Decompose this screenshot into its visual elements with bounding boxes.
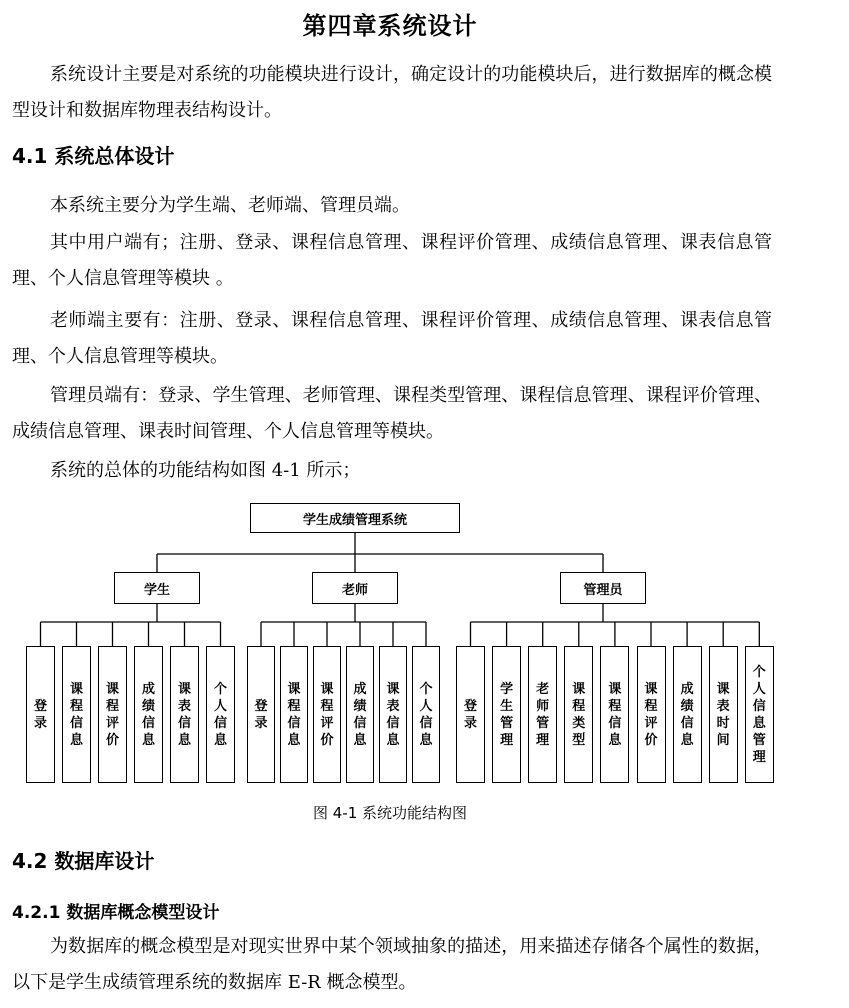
diagram-leaf-2-6: 成绩信息 [673,646,702,783]
diagram-leaf-1-5: 个人信息 [412,646,440,783]
diagram-leaf-1-3: 成绩信息 [346,646,374,783]
diagram-leaf-0-2: 课程评价 [98,646,127,783]
diagram-group-1: 老师 [312,572,398,604]
section-4-2-paragraph-1: 为数据库的概念模型是对现实世界中某个领域抽象的描述，用来描述存储各个属性的数据，以下是学生成绩管理系统的数据库 E-R 概念模型。 [12,936,772,993]
diagram-group-2: 管理员 [560,572,646,604]
diagram-leaf-2-2: 老师管理 [528,646,557,783]
section-4-1-heading: 4.1 系统总体设计 [12,144,175,168]
diagram-group-0: 学生 [114,572,200,604]
diagram-leaf-1-2: 课程评价 [313,646,341,783]
diagram-leaf-1-4: 课表信息 [379,646,407,783]
diagram-leaf-0-4: 课表信息 [170,646,199,783]
chapter-title: 第四章系统设计 [302,12,478,40]
section-4-2-heading: 4.2 数据库设计 [12,849,155,873]
diagram-leaf-0-3: 成绩信息 [134,646,163,783]
diagram-leaf-2-8: 个人信息管理 [745,646,774,783]
section-4-1-paragraph-1: 本系统主要分为学生端、老师端、管理员端。 [50,195,410,216]
diagram-leaf-2-0: 登录 [456,646,485,783]
diagram-leaf-0-1: 课程信息 [62,646,91,783]
diagram-leaf-2-3: 课程类型 [564,646,593,783]
diagram-leaf-0-0: 登录 [26,646,55,783]
diagram-leaf-1-1: 课程信息 [280,646,308,783]
section-4-1-paragraph-2: 其中用户端有；注册、登录、课程信息管理、课程评价管理、成绩信息管理、课表信息管理、个人信息管理等模块 。 [12,232,772,289]
diagram-leaf-0-5: 个人信息 [206,646,235,783]
figure-caption: 图 4-1 系统功能结构图 [312,804,468,822]
function-structure-diagram [0,495,849,795]
diagram-leaf-2-4: 课程信息 [600,646,629,783]
section-4-2-1-heading: 4.2.1 数据库概念模型设计 [12,903,220,923]
diagram-leaf-2-5: 课程评价 [637,646,666,783]
diagram-leaf-2-7: 课表时间 [709,646,738,783]
section-4-1-paragraph-3: 老师端主要有：注册、登录、课程信息管理、课程评价管理、成绩信息管理、课表信息管理、个人信息管理等模块。 [12,310,772,367]
diagram-leaf-2-1: 学生管理 [492,646,521,783]
section-4-1-paragraph-5: 系统的总体的功能结构如图 4-1 所示； [50,460,361,481]
intro-paragraph: 系统设计主要是对系统的功能模块进行设计，确定设计的功能模块后，进行数据库的概念模型设计和数据库物理表结构设计。 [12,64,772,121]
diagram-root: 学生成绩管理系统 [250,503,460,533]
diagram-leaf-1-0: 登录 [247,646,275,783]
section-4-1-paragraph-4: 管理员端有：登录、学生管理、老师管理、课程类型管理、课程信息管理、课程评价管理、成绩信息管理、课表时间管理、个人信息管理等模块。 [12,385,772,442]
